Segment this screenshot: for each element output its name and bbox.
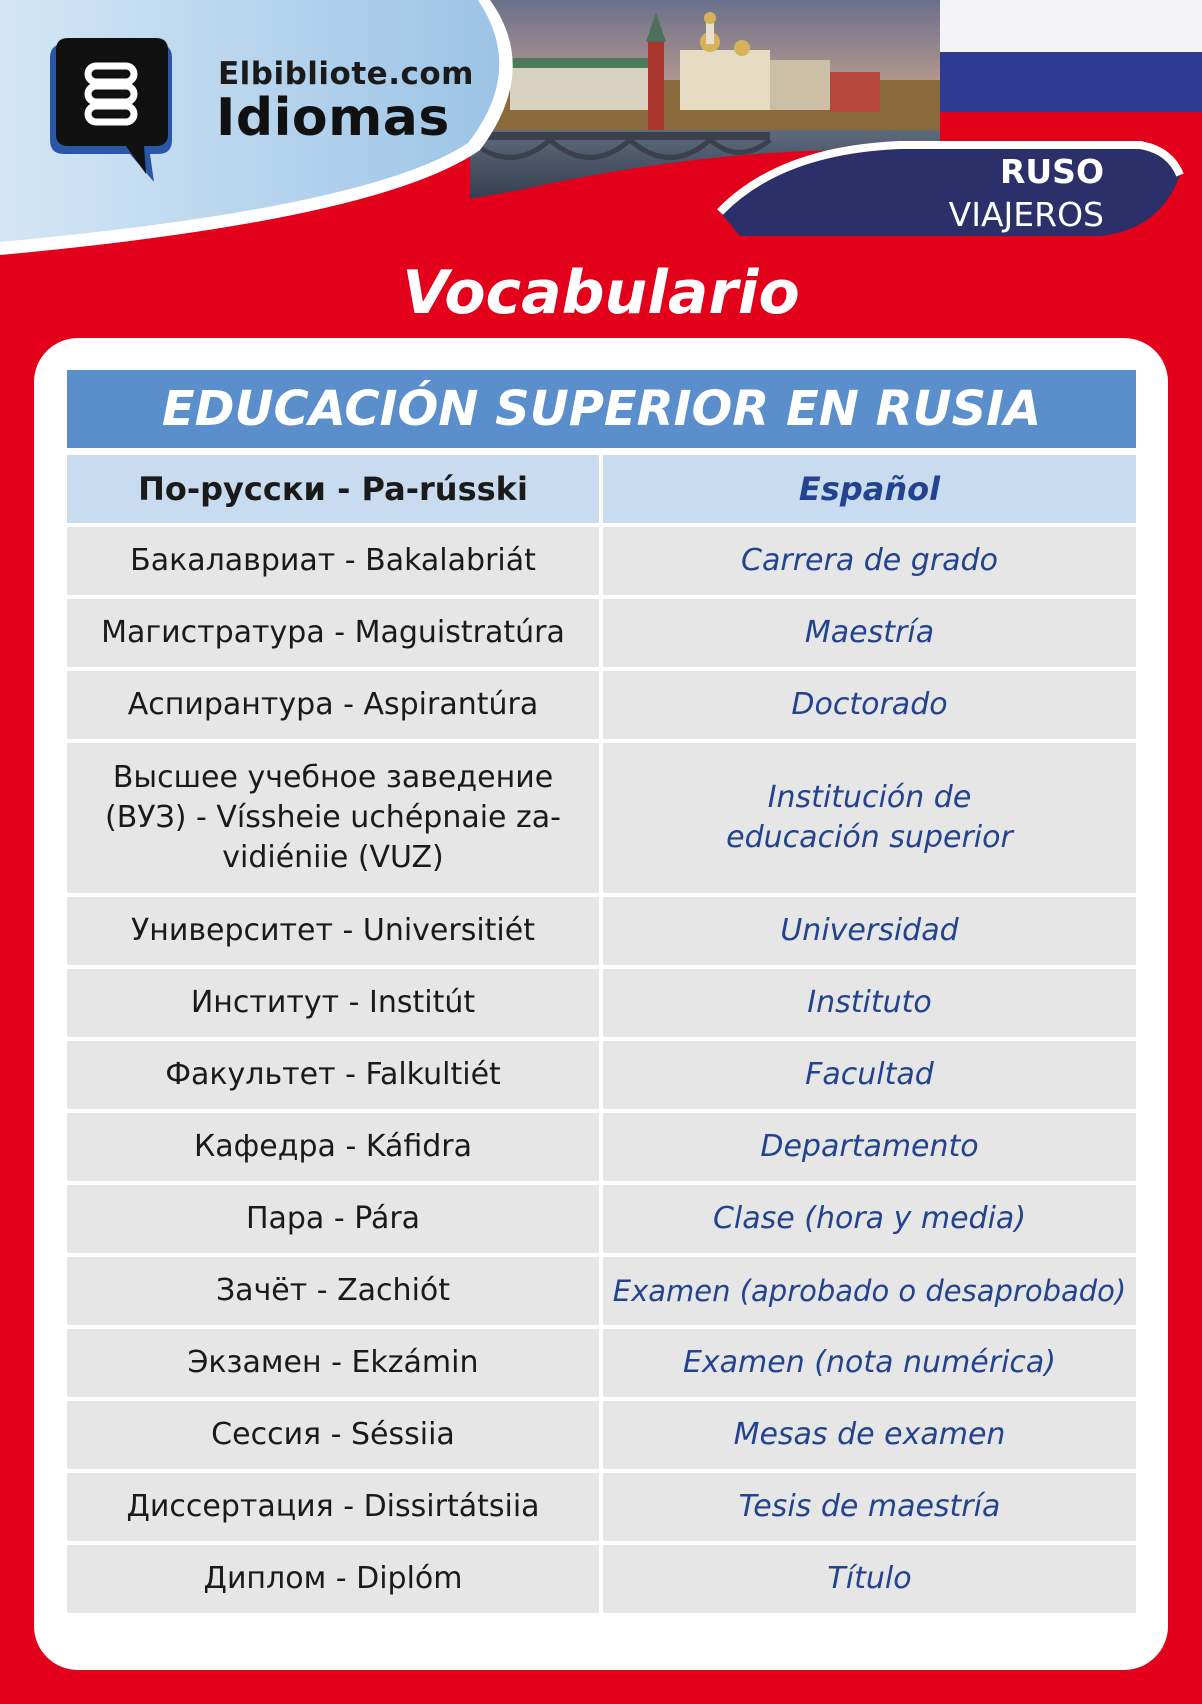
table-cell-russian: Высшее учебное заведение (ВУЗ) - Víssheie uchépnaie za-vidiéniie (VUZ) [67, 743, 599, 893]
brand-logo-icon [46, 36, 176, 186]
brand-site: Elbibliote.com [218, 56, 474, 92]
table-cell-spanish: Doctorado [603, 671, 1136, 739]
table-cell-russian: Аспирантура - Aspirantúra [67, 671, 599, 739]
table-cell-russian: Факультет - Falkultiét [67, 1041, 599, 1109]
table-cell-spanish: Título [603, 1545, 1136, 1613]
table-cell-russian: Магистратура - Maguistratúra [67, 599, 599, 667]
table-cell-spanish: Examen (aprobado o desaprobado) [603, 1257, 1136, 1325]
table-cell-spanish: Tesis de maestría [603, 1473, 1136, 1541]
vocabulary-table [67, 455, 1136, 1613]
brand-name: Idiomas [216, 88, 450, 148]
table-cell-spanish: Examen (nota numérica) [603, 1329, 1136, 1397]
table-cell-spanish: Instituto [603, 969, 1136, 1037]
table-cell-spanish: Institución de educación superior [603, 743, 1136, 893]
table-cell-russian: Бакалавриат - Bakalabriát [67, 527, 599, 595]
table-cell-spanish: Clase (hora y media) [603, 1185, 1136, 1253]
table-cell-russian: Диплом - Diplóm [67, 1545, 599, 1613]
table-cell-russian: Университет - Universitiét [67, 897, 599, 965]
table-cell-russian: Сессия - Séssiia [67, 1401, 599, 1469]
table-cell-russian: Зачёт - Zachiót [67, 1257, 599, 1325]
table-cell-russian: Экзамен - Ekzámin [67, 1329, 599, 1397]
column-header-russian: По-русски - Pa-rússki [67, 455, 599, 523]
table-cell-russian: Институт - Institút [67, 969, 599, 1037]
table-cell-russian: Диссертация - Dissirtátsiia [67, 1473, 599, 1541]
table-cell-spanish: Mesas de examen [603, 1401, 1136, 1469]
language-tag: RUSO [999, 152, 1104, 191]
column-header-spanish: Español [603, 455, 1136, 523]
table-cell-spanish: Universidad [603, 897, 1136, 965]
table-cell-russian: Кафедра - Káfidra [67, 1113, 599, 1181]
table-cell-spanish: Departamento [603, 1113, 1136, 1181]
level-tag: VIAJEROS [948, 195, 1104, 234]
table-title: EDUCACIÓN SUPERIOR EN RUSIA [67, 370, 1136, 448]
header-banner [0, 0, 1202, 270]
table-cell-russian: Пара - Pára [67, 1185, 599, 1253]
page-title: Vocabulario [402, 258, 800, 328]
table-cell-spanish: Facultad [603, 1041, 1136, 1109]
table-cell-spanish: Maestría [603, 599, 1136, 667]
table-cell-spanish: Carrera de grado [603, 527, 1136, 595]
